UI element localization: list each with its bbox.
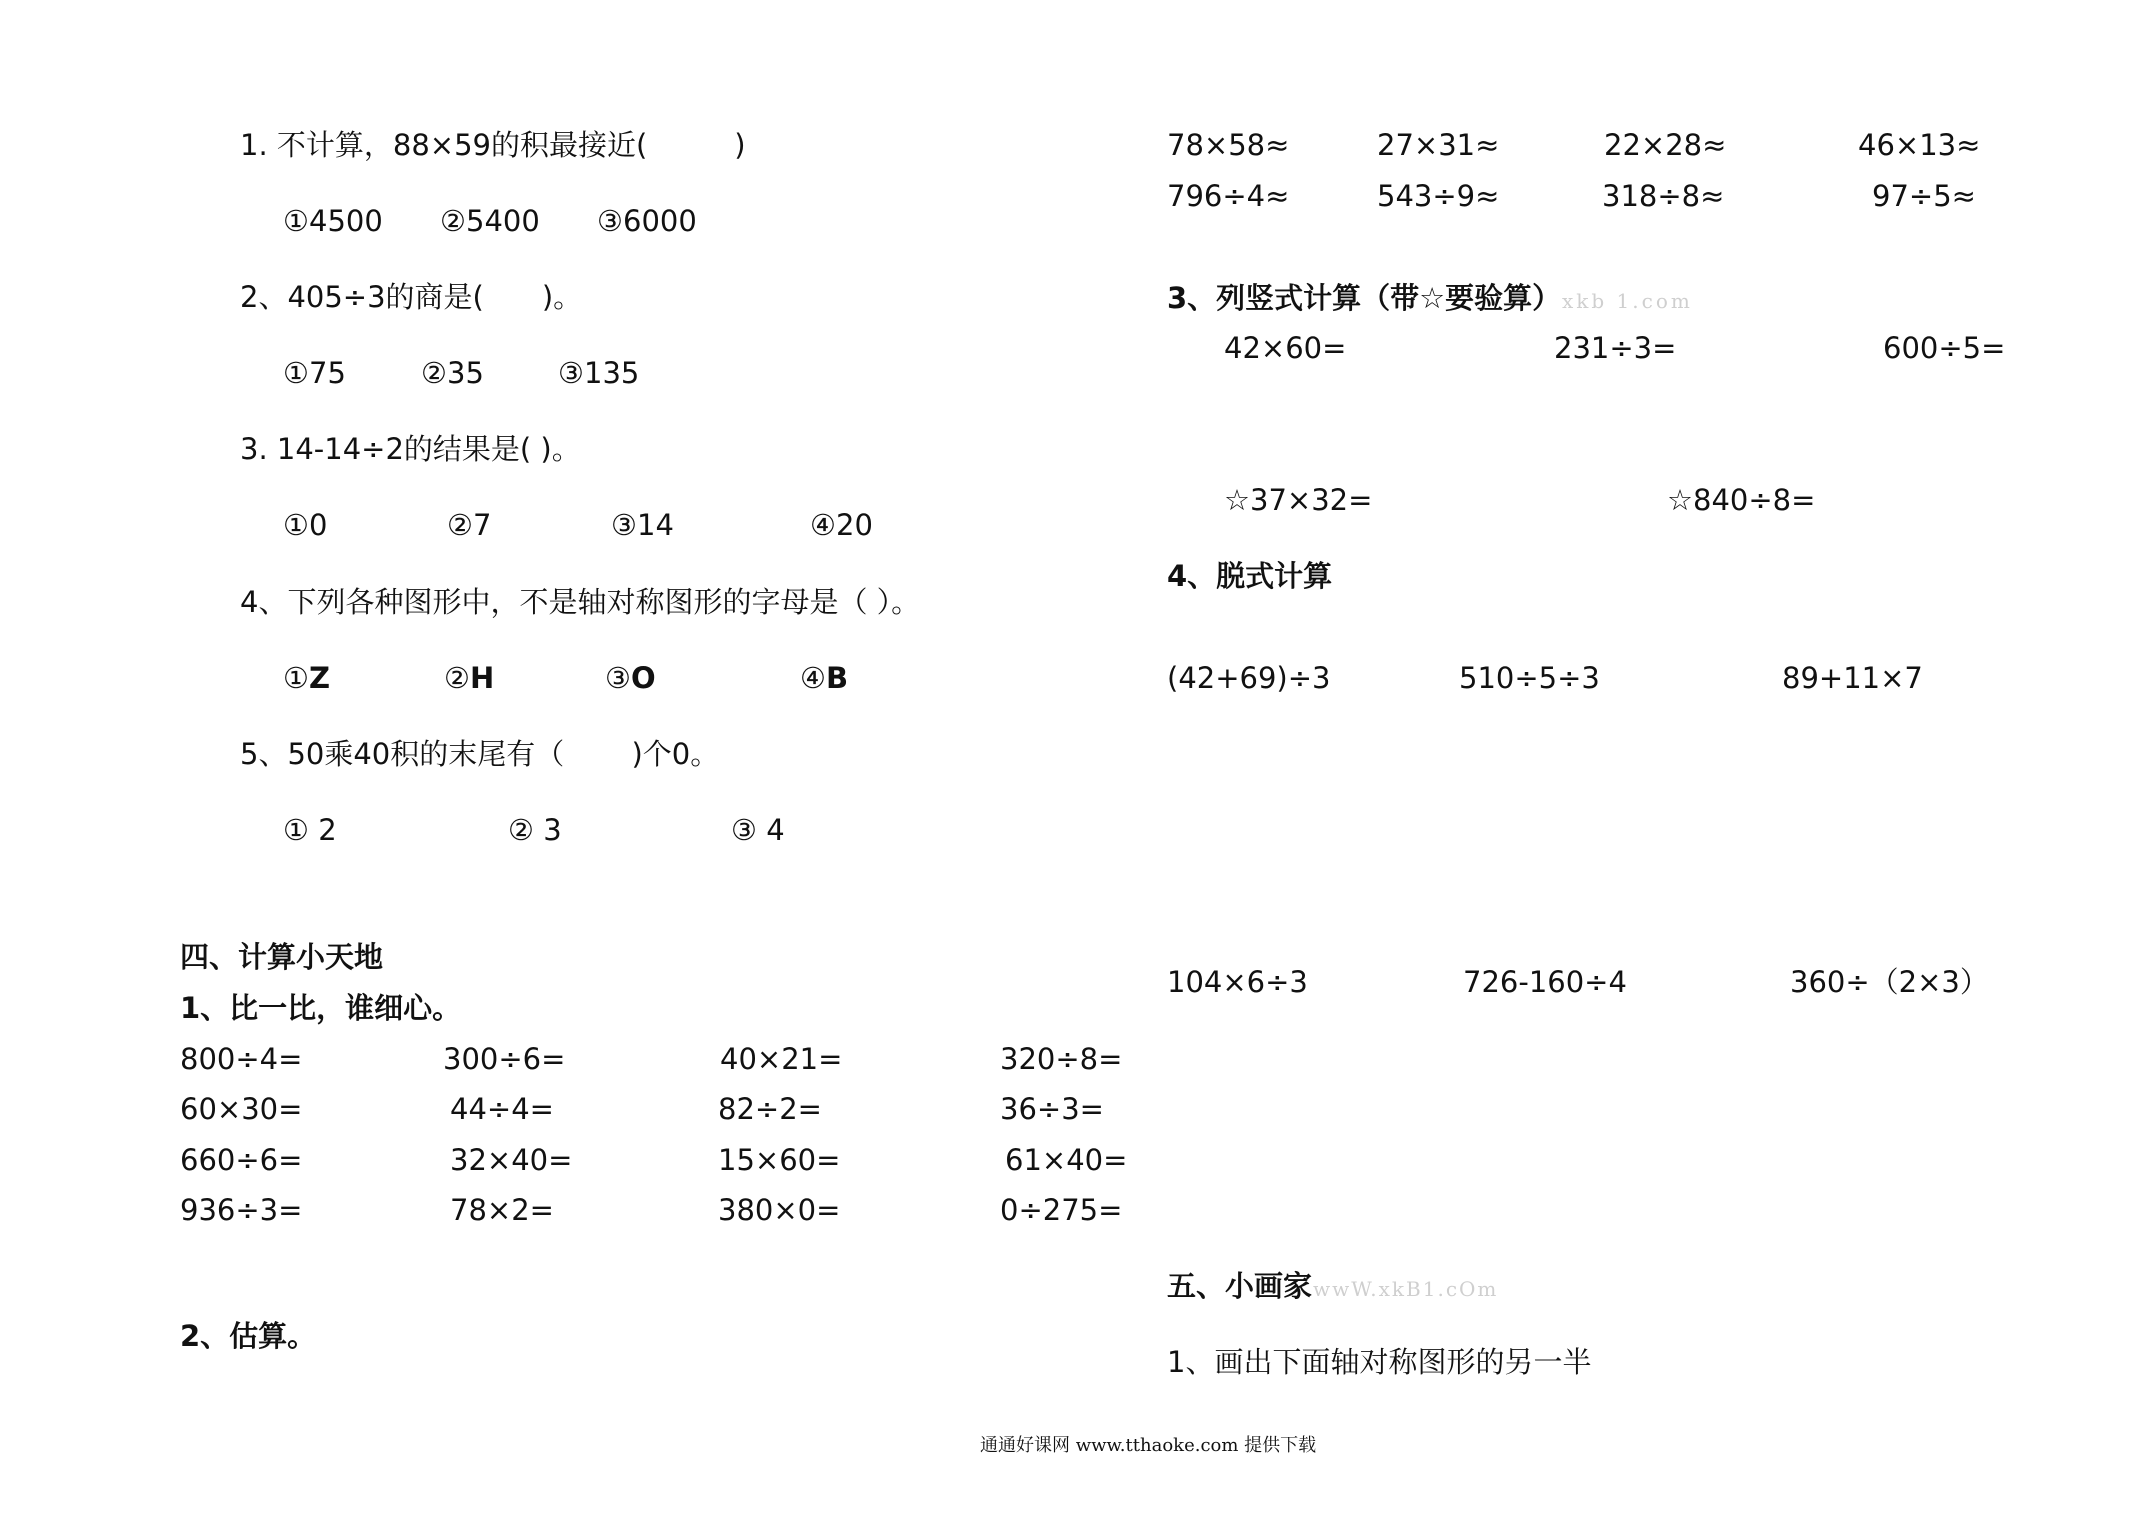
q4-option-2-letter: H — [470, 661, 495, 695]
vertical-1: 42×60= — [1224, 331, 1347, 365]
footer-credit: 通通好课网 www.tthaoke.com 提供下载 — [980, 1435, 1317, 1456]
q4-option-1: ①Z — [283, 661, 331, 695]
q3-option-3: ③14 — [611, 508, 674, 542]
vertical-check-2: ☆840÷8= — [1667, 483, 1816, 517]
vertical-check-1: ☆37×32= — [1224, 483, 1373, 517]
q4-option-3: ③O — [605, 661, 656, 695]
q4-option-4-letter: B — [826, 661, 849, 695]
q2-option-2: ②35 — [421, 356, 484, 390]
q3-option-1: ①0 — [283, 508, 328, 542]
estimate-2-1: 796÷4≈ — [1167, 179, 1290, 213]
calc-1-1: 800÷4= — [180, 1042, 303, 1076]
calc-3-2: 32×40= — [450, 1143, 573, 1177]
q4-option-1-letter: Z — [309, 661, 331, 695]
watermark-text: xkb 1.com — [1562, 289, 1693, 313]
calc-2-4: 36÷3= — [1000, 1092, 1104, 1126]
vertical-2: 231÷3= — [1554, 331, 1677, 365]
q3-option-4: ④20 — [810, 508, 873, 542]
estimate-2-4: 97÷5≈ — [1872, 179, 1976, 213]
question-4: 4、下列各种图形中，不是轴对称图形的字母是（ ）。 — [240, 585, 921, 619]
calc-3-1: 660÷6= — [180, 1143, 303, 1177]
question-1: 1. 不计算，88×59的积最接近( ) — [240, 128, 746, 162]
q4-option-2: ②H — [444, 661, 495, 695]
calc-1-4: 320÷8= — [1000, 1042, 1123, 1076]
section-4-title: 四、计算小天地 — [180, 940, 384, 974]
stepwise-4: 104×6÷3 — [1167, 965, 1308, 999]
estimate-2-3: 318÷8≈ — [1602, 179, 1725, 213]
watermark-url: wwW.xkB1.cOm — [1313, 1277, 1499, 1301]
calc-4-2: 78×2= — [450, 1193, 554, 1227]
calc-1-2: 300÷6= — [443, 1042, 566, 1076]
q5-option-2: ② 3 — [508, 813, 562, 847]
q3-option-2: ②7 — [447, 508, 492, 542]
calc-2-2: 44÷4= — [450, 1092, 554, 1126]
part-3-title: 3、列竖式计算（带☆要验算） — [1167, 281, 1562, 315]
q2-option-3: ③135 — [558, 356, 640, 390]
estimate-1-1: 78×58≈ — [1167, 128, 1290, 162]
estimate-2-2: 543÷9≈ — [1377, 179, 1500, 213]
calc-2-1: 60×30= — [180, 1092, 303, 1126]
vertical-3: 600÷5= — [1883, 331, 2006, 365]
question-3: 3. 14-14÷2的结果是( )。 — [240, 432, 581, 466]
q5-option-1: ① 2 — [283, 813, 337, 847]
stepwise-5: 726-160÷4 — [1463, 965, 1627, 999]
estimate-1-3: 22×28≈ — [1604, 128, 1727, 162]
stepwise-2: 510÷5÷3 — [1459, 661, 1600, 695]
calc-2-3: 82÷2= — [718, 1092, 822, 1126]
estimate-1-2: 27×31≈ — [1377, 128, 1500, 162]
q1-option-1: ①4500 — [283, 204, 383, 238]
calc-4-3: 380×0= — [718, 1193, 841, 1227]
question-5: 5、50乘40积的末尾有（ )个0。 — [240, 737, 720, 771]
calc-1-3: 40×21= — [720, 1042, 843, 1076]
drawing-question-1: 1、画出下面轴对称图形的另一半 — [1167, 1345, 1592, 1379]
calc-3-4: 61×40= — [1005, 1143, 1128, 1177]
q4-option-4: ④B — [800, 661, 849, 695]
calc-4-4: 0÷275= — [1000, 1193, 1123, 1227]
part-1-title: 1、比一比，谁细心。 — [180, 991, 462, 1025]
q2-option-1: ①75 — [283, 356, 346, 390]
part-4-title: 4、脱式计算 — [1167, 559, 1333, 593]
estimate-1-4: 46×13≈ — [1858, 128, 1981, 162]
q1-option-3: ③6000 — [597, 204, 697, 238]
stepwise-1: (42+69)÷3 — [1167, 661, 1331, 695]
q4-option-3-letter: O — [631, 661, 656, 695]
stepwise-3: 89+11×7 — [1782, 661, 1923, 695]
section-5-title: 五、小画家 — [1167, 1269, 1313, 1303]
calc-4-1: 936÷3= — [180, 1193, 303, 1227]
q1-option-2: ②5400 — [440, 204, 540, 238]
question-2: 2、405÷3的商是( )。 — [240, 280, 583, 314]
q5-option-3: ③ 4 — [731, 813, 785, 847]
part-2-title: 2、估算。 — [180, 1319, 317, 1353]
stepwise-6: 360÷（2×3） — [1790, 965, 1989, 999]
calc-3-3: 15×60= — [718, 1143, 841, 1177]
